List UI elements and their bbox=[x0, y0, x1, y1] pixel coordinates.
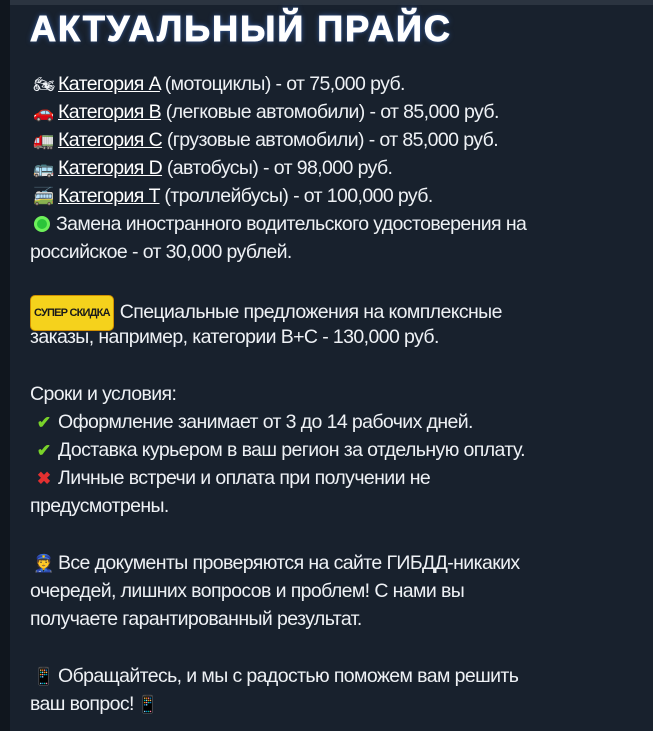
trolleybus-icon: 🚎 bbox=[33, 187, 55, 206]
check-icon: ✔ bbox=[36, 413, 52, 432]
category-b-link[interactable]: Категория B bbox=[58, 101, 161, 123]
terms-item bbox=[30, 436, 526, 464]
message-body bbox=[30, 70, 526, 718]
category-row bbox=[30, 126, 526, 154]
green-circle-icon bbox=[34, 216, 50, 232]
category-t-text: (троллейбусы) - от 100,000 руб. bbox=[159, 185, 433, 207]
verify-line bbox=[30, 549, 526, 577]
contact-text: Обращайтесь, и мы с радостью поможем вам решить bbox=[58, 665, 519, 687]
motorcycle-icon: 🏍 bbox=[33, 75, 55, 94]
contact-text-2: ваш вопрос! bbox=[30, 693, 134, 715]
exchange-text: Замена иностранного водительского удостоверения на bbox=[56, 213, 527, 235]
category-d-link[interactable]: Категория D bbox=[58, 157, 163, 179]
category-row bbox=[30, 182, 526, 210]
price-title: АКТУАЛЬНЫЙ ПРАЙС bbox=[30, 8, 452, 49]
terms-item-text: Оформление занимает от 3 до 14 рабочих дней. bbox=[58, 411, 473, 433]
exchange-line-2: российское - от 30,000 рублей. bbox=[30, 241, 292, 263]
category-t-link[interactable]: Категория T bbox=[58, 185, 160, 207]
cross-icon: ✖ bbox=[36, 469, 52, 488]
terms-heading: Сроки и условия: bbox=[30, 383, 177, 405]
verify-line-3: получаете гарантированный результат. bbox=[30, 608, 362, 630]
car-icon: 🚗 bbox=[33, 103, 55, 122]
top-edge bbox=[10, 0, 653, 5]
verify-text: Все документы проверяются на сайте ГИБДД-никаких bbox=[58, 552, 520, 574]
truck-icon: 🚛 bbox=[33, 131, 55, 150]
super-discount-badge: СУПЕР СКИДКА bbox=[30, 295, 114, 331]
walkie-talkie-icon: 📱 bbox=[137, 695, 159, 714]
walkie-talkie-icon: 📱 bbox=[33, 667, 55, 686]
terms-item-cont: предусмотрены. bbox=[30, 495, 169, 517]
contact-line bbox=[30, 662, 526, 690]
discount-text: Специальные предложения на комплексные bbox=[119, 301, 502, 323]
chat-left-border bbox=[0, 0, 10, 731]
contact-line-2 bbox=[30, 690, 526, 718]
category-c-text: (грузовые автомобили) - от 85,000 руб. bbox=[162, 129, 499, 151]
verify-line-2: очередей, лишних вопросов и проблем! С нами вы bbox=[30, 580, 465, 602]
discount-line bbox=[30, 295, 526, 323]
terms-item-text: Доставка курьером в ваш регион за отдельную оплату. bbox=[58, 439, 525, 461]
category-a-link[interactable]: Категория A bbox=[58, 73, 160, 95]
police-officer-icon: 👮 bbox=[33, 554, 55, 573]
terms-item bbox=[30, 464, 526, 492]
terms-item bbox=[30, 408, 526, 436]
terms-item-text: Личные встречи и оплата при получении не bbox=[58, 467, 431, 489]
category-row bbox=[30, 98, 526, 126]
category-row bbox=[30, 154, 526, 182]
category-c-link[interactable]: Категория C bbox=[58, 129, 163, 151]
category-d-text: (автобусы) - от 98,000 руб. bbox=[162, 157, 393, 179]
category-row bbox=[30, 70, 526, 98]
bus-icon: 🚌 bbox=[33, 159, 55, 178]
discount-line-2: заказы, например, категории B+C - 130,000 руб. bbox=[30, 326, 439, 348]
category-a-text: (мотоциклы) - от 75,000 руб. bbox=[159, 73, 405, 95]
check-icon: ✔ bbox=[36, 441, 52, 460]
category-b-text: (легковые автомобили) - от 85,000 руб. bbox=[160, 101, 499, 123]
exchange-line bbox=[30, 210, 526, 238]
